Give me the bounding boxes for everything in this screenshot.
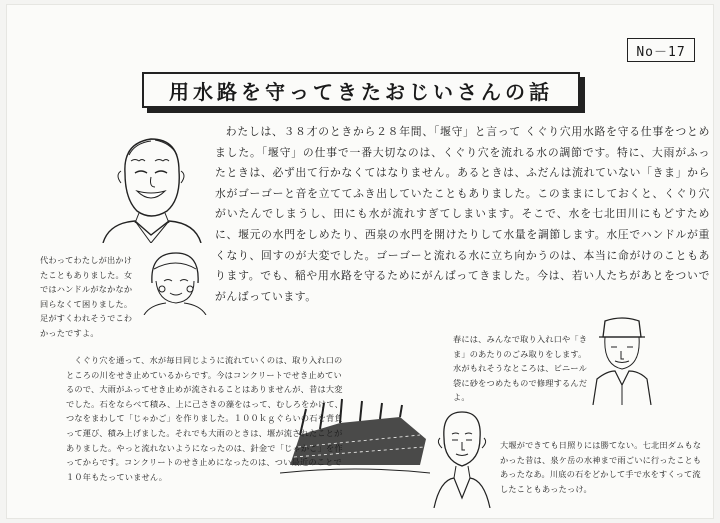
weir-history-note: くぐり穴を通って、水が毎日同じように流れていくのは、取り入れ口のところの川をせき止めているからです。今はコンクリートでせき止めているので、大雨がふってせき止めが流されることはありませんが、昔は大変でした。石をならべて積み、上に己さきの藻をはって、むしろをかけて、つなをまわして「じゃかご」を作りました。１００ｋｇぐらいの石を背負って運び、積み上げました。それでも大雨のときは、堰が流されたことがありました。やっと流れないようになったのは、針金で「じゃかご」を作ってからです。コンクリートのせき止めになったのは、つい最近のことで１０年もたっていません。: [66, 355, 343, 482]
old-woman-illustration: [140, 247, 210, 315]
page-number: No－17: [627, 38, 695, 62]
main-story-text: わたしは、３８才のときから２８年間、「堰守」と言って くぐり穴用水路を守る仕事をつとめました。「堰守」の仕事で一番大切なのは、くぐり穴を流れる水の調節です。特に、大雨がふったときは、必ず出て行かなくてはなりません。あるときは、ふだんは流れていない「きま」から水がゴーゴーと音を立ててふき出していたこともありました。このままにしておくと、くぐり穴がいたんでしまうし、田にも水が流れすぎてしまいます。そこで、水を七北田川にもどすために、堰元の水門をしめたり、西泉の水門を開けたりして水量を調節します。水圧でハンドルが重くなり、回すのが大変でした。ゴーゴーと流れる水に立ち向かうのは、本当に命がけのこともあります。でも、稲や用水路を守るためにがんばってきました。今は、若い人たちがあとをついでがんばっています。: [215, 125, 710, 303]
title-box: [142, 72, 580, 108]
drought-note: 大堰ができても日照りには勝てない。七北田ダムもなかった昔は、泉ケ岳の水神まで雨ごいに行ったこともあったなあ。川底の石をどかして手で水をすくって流したこともあったっけ。: [500, 440, 702, 494]
page-title: 用水路を守ってきたおじいさんの話: [169, 79, 553, 104]
bald-man-illustration: [430, 408, 494, 508]
man-with-cap-illustration: [587, 313, 657, 405]
spring-cleaning-note: 春には、みんなで取り入れ口や「きま」のあたりのごみ取りをします。水がもれそうなところは、ビニール袋に砂をつめたもので修理するんだよ。: [453, 334, 588, 403]
grandmother-note: 代わってわたしが出かけたこともありました。女ではハンドルがなかなか回らなくて困りました。足がすくわれそうでこわかったですよ。: [40, 255, 133, 338]
old-man-illustration: [95, 125, 207, 243]
